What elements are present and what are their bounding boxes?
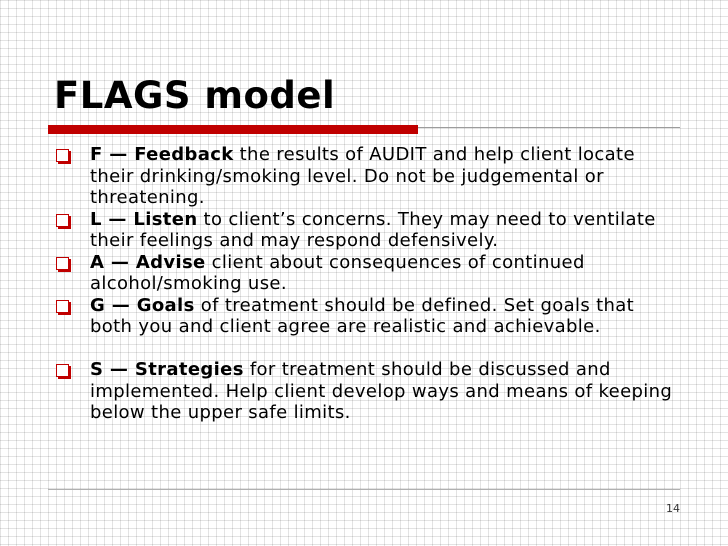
checkbox-bullet-icon bbox=[56, 364, 69, 377]
bullet-text: the results of AUDIT and help client locate their drinking/smoking level. Do not be judgemental or threatening. bbox=[90, 144, 635, 208]
bullet-text: client about consequences of continued alcohol/smoking use. bbox=[90, 251, 585, 294]
checkbox-bullet-icon bbox=[56, 149, 69, 162]
bullet-text: of treatment should be defined. Set goals that both you and client agree are realistic and achievable. bbox=[90, 294, 635, 337]
bullet-item-feedback bbox=[56, 144, 676, 209]
bullet-item-goals bbox=[56, 295, 676, 360]
bullet-text: for treatment should be discussed and implemented. Help client develop ways and means of keeping below the upper safe limits. bbox=[90, 359, 673, 423]
bullet-term: G — Goals bbox=[90, 294, 195, 316]
bullet-item-listen bbox=[56, 209, 676, 252]
bullet-term: A — Advise bbox=[90, 251, 206, 273]
checkbox-bullet-icon bbox=[56, 257, 69, 270]
page-number: 14 bbox=[666, 502, 680, 515]
bullet-term: F — Feedback bbox=[90, 144, 234, 165]
bullet-term: L — Listen bbox=[90, 208, 198, 230]
slide-title: FLAGS model bbox=[54, 74, 336, 117]
bullet-text: to client’s concerns. They may need to ventilate their feelings and may respond defensively. bbox=[90, 208, 656, 251]
bullet-list bbox=[56, 144, 676, 424]
checkbox-bullet-icon bbox=[56, 214, 69, 227]
footer-divider bbox=[48, 489, 680, 490]
bullet-item-advise bbox=[56, 252, 676, 295]
bullet-term: S — Strategies bbox=[90, 359, 244, 380]
checkbox-bullet-icon bbox=[56, 300, 69, 313]
bullet-item-strategies bbox=[56, 359, 676, 424]
title-accent-bar bbox=[48, 125, 418, 134]
title-divider bbox=[418, 127, 680, 128]
